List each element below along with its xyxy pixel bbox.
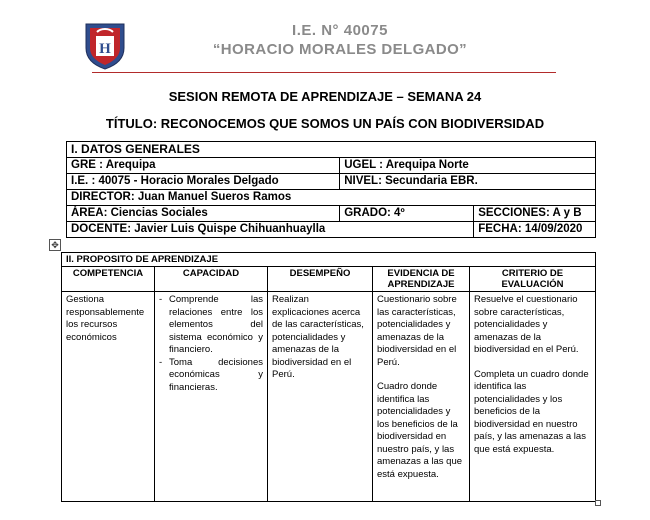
table-row bbox=[67, 174, 596, 190]
purpose-section-row bbox=[62, 253, 596, 267]
table-resize-handle[interactable] bbox=[595, 500, 601, 506]
secciones-cell: SECCIONES: A y B bbox=[474, 206, 596, 222]
docente-cell: DOCENTE: Javier Luis Quispe Chihuanhuaylla bbox=[67, 222, 474, 238]
gre-cell: GRE : Arequipa bbox=[67, 158, 340, 174]
ugel-cell: UGEL : Arequipa Norte bbox=[340, 158, 596, 174]
grado-cell: GRADO: 4º bbox=[340, 206, 474, 222]
header-capacidad: CAPACIDAD bbox=[155, 267, 268, 292]
crest-letter: H bbox=[99, 41, 111, 57]
header-divider bbox=[92, 72, 556, 73]
lesson-title: TÍTULO: RECONOCEMOS QUE SOMOS UN PAÍS CON BIODIVERSIDAD bbox=[105, 116, 545, 131]
general-data-table bbox=[66, 141, 596, 238]
ie-cell: I.E. : 40075 - Horacio Morales Delgado bbox=[67, 174, 340, 190]
table-row bbox=[67, 222, 596, 238]
criterion-item: Completa un cuadro donde identifica las potencialidades y los beneficios de la biodiversidad en nuestro país, y las amenazas a las que está expuesta. bbox=[474, 368, 589, 455]
capacidad-cell bbox=[155, 292, 268, 502]
institution-number: I.E. N° 40075 bbox=[292, 22, 388, 39]
institution-name: “HORACIO MORALES DELGADO” bbox=[212, 41, 468, 58]
evidencia-cell bbox=[373, 292, 470, 502]
area-cell: ÁREA: Ciencias Sociales bbox=[67, 206, 340, 222]
director-cell: DIRECTOR: Juan Manuel Sueros Ramos bbox=[67, 190, 596, 206]
general-section-row bbox=[67, 142, 596, 158]
header-desempeno: DESEMPEÑO bbox=[268, 267, 373, 292]
header-competencia: COMPETENCIA bbox=[62, 267, 155, 292]
competencia-cell: Gestiona responsablemente los recursos económicos bbox=[62, 292, 155, 502]
criterio-cell bbox=[470, 292, 596, 502]
purpose-section-title: II. PROPOSITO DE APRENDIZAJE bbox=[62, 253, 596, 267]
list-item: - Comprende las relaciones entre los elementos del sistema económico y financiero. bbox=[159, 294, 263, 357]
table-row bbox=[67, 158, 596, 174]
list-item: - Toma decisiones económicas y financieras. bbox=[159, 357, 263, 395]
table-move-handle-icon[interactable]: ✥ bbox=[49, 239, 61, 251]
header-evidencia: EVIDENCIA DE APRENDIZAJE bbox=[373, 267, 470, 292]
fecha-cell: FECHA: 14/09/2020 bbox=[474, 222, 596, 238]
criterion-item: Resuelve el cuestionario sobre características, potencialidades y amenazas de la biodiversidad en el Perú. bbox=[474, 294, 579, 355]
header-criterio: CRITERIO DE EVALUACIÓN bbox=[470, 267, 596, 292]
school-crest bbox=[84, 22, 126, 70]
session-title: SESION REMOTA DE APRENDIZAJE – SEMANA 24 bbox=[168, 89, 482, 104]
table-row bbox=[67, 190, 596, 206]
purpose-header-row bbox=[62, 267, 596, 292]
evidence-item: Cuestionario sobre las características, potencialidades y amenazas de la biodiversidad en el Perú. bbox=[377, 294, 457, 368]
nivel-cell: NIVEL: Secundaria EBR. bbox=[340, 174, 596, 190]
evidence-item: Cuadro donde identifica las potencialidades y los beneficios de la biodiversidad en nuestro país, y las amenazas a las que está expuesta. bbox=[377, 381, 463, 480]
purpose-table bbox=[61, 252, 596, 502]
capacity-list bbox=[159, 294, 263, 394]
desempeno-cell: Realizan explicaciones acerca de las características, potencialidades y amenazas de la biodiversidad en el Perú. bbox=[268, 292, 373, 502]
table-row bbox=[67, 206, 596, 222]
purpose-body-row bbox=[62, 292, 596, 502]
general-section-title: I. DATOS GENERALES bbox=[67, 142, 596, 158]
